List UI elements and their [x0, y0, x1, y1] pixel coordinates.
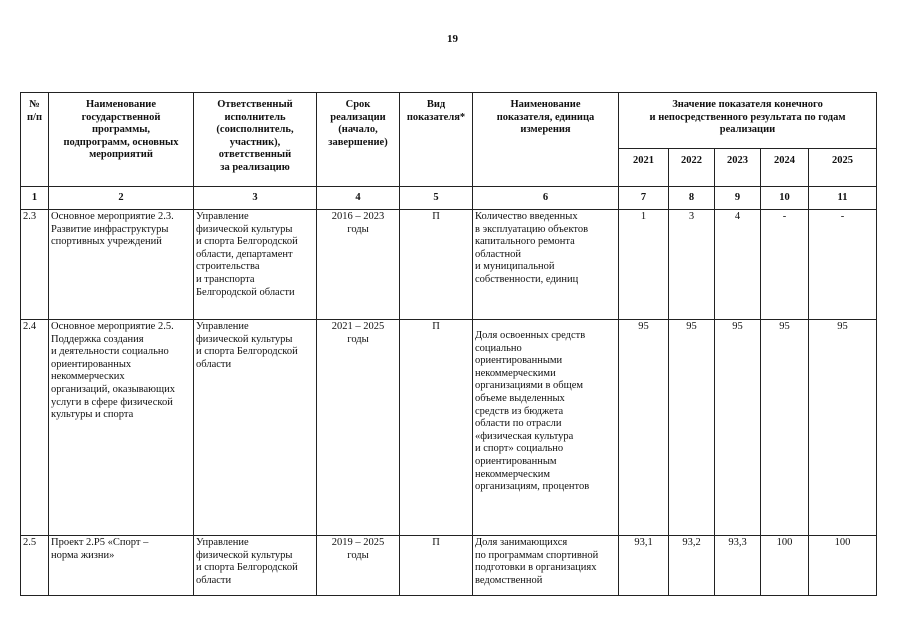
column-number: 5 — [400, 187, 473, 210]
column-number: 8 — [669, 187, 715, 210]
column-number: 3 — [194, 187, 317, 210]
row-value-2023: 4 — [715, 210, 761, 320]
column-number: 7 — [619, 187, 669, 210]
row-term: 2021 – 2025 годы — [317, 320, 400, 536]
row-name: Основное мероприятие 2.5. Поддержка создания и деятельности социально ориентированных некоммерческих организаций, оказывающих услуги в сфере физической культуры и спорта — [49, 320, 194, 536]
row-num: 2.4 — [21, 320, 49, 536]
column-number: 6 — [473, 187, 619, 210]
row-term: 2019 – 2025 годы — [317, 536, 400, 596]
row-value-2023: 95 — [715, 320, 761, 536]
row-executor: Управление физической культуры и спорта Белгородской области, департамент строительства и транспорта Белгородской области — [194, 210, 317, 320]
header-term: Срок реализации (начало, завершение) — [317, 93, 400, 187]
row-value-2024: 100 — [761, 536, 809, 596]
row-indicator: Доля занимающихся по программам спортивной подготовки в организациях ведомственной — [473, 536, 619, 596]
row-indicator: Количество введенных в эксплуатацию объектов капитального ремонта областной и муниципальной собственности, единиц — [473, 210, 619, 320]
row-type: П — [400, 320, 473, 536]
column-number: 4 — [317, 187, 400, 210]
header-name: Наименование государственной программы, подпрограмм, основных мероприятий — [49, 93, 194, 187]
row-indicator: Доля освоенных средств социально ориентированными некоммерческими организациями в общем объеме выделенных средств из бюджета области по отрасли «физическая культура и спорт» социально ориентированным некоммерческим организациям, процентов — [473, 320, 619, 536]
column-number: 10 — [761, 187, 809, 210]
row-type: П — [400, 210, 473, 320]
header-year: 2023 — [715, 149, 761, 187]
header-type: Вид показателя* — [400, 93, 473, 187]
row-num: 2.3 — [21, 210, 49, 320]
indicator-table — [20, 92, 877, 596]
row-value-2021: 93,1 — [619, 536, 669, 596]
table-row — [21, 536, 877, 596]
row-value-2022: 95 — [669, 320, 715, 536]
row-value-2024: - — [761, 210, 809, 320]
table-row — [21, 210, 877, 320]
row-value-2021: 95 — [619, 320, 669, 536]
row-value-2025: - — [809, 210, 877, 320]
row-value-2022: 93,2 — [669, 536, 715, 596]
header-year: 2022 — [669, 149, 715, 187]
row-value-2021: 1 — [619, 210, 669, 320]
header-year: 2025 — [809, 149, 877, 187]
table-row — [21, 320, 877, 536]
column-number: 1 — [21, 187, 49, 210]
row-term: 2016 – 2023 годы — [317, 210, 400, 320]
row-value-2024: 95 — [761, 320, 809, 536]
header-num: № п/п — [21, 93, 49, 187]
row-num: 2.5 — [21, 536, 49, 596]
row-executor: Управление физической культуры и спорта Белгородской области — [194, 320, 317, 536]
row-value-2022: 3 — [669, 210, 715, 320]
header-year: 2024 — [761, 149, 809, 187]
row-value-2025: 95 — [809, 320, 877, 536]
header-executor: Ответственный исполнитель (соисполнитель, участник), ответственный за реализацию — [194, 93, 317, 187]
row-value-2025: 100 — [809, 536, 877, 596]
column-number: 9 — [715, 187, 761, 210]
column-number: 2 — [49, 187, 194, 210]
row-executor: Управление физической культуры и спорта Белгородской области — [194, 536, 317, 596]
header-values: Значение показателя конечного и непосредственного результата по годам реализации — [619, 93, 877, 149]
row-name: Проект 2.Р5 «Спорт – норма жизни» — [49, 536, 194, 596]
column-number: 11 — [809, 187, 877, 210]
row-type: П — [400, 536, 473, 596]
page-number: 19 — [447, 33, 458, 45]
row-name: Основное мероприятие 2.3. Развитие инфраструктуры спортивных учреждений — [49, 210, 194, 320]
header-year: 2021 — [619, 149, 669, 187]
header-indicator: Наименование показателя, единица измерения — [473, 93, 619, 187]
column-number-row — [21, 187, 877, 210]
row-value-2023: 93,3 — [715, 536, 761, 596]
